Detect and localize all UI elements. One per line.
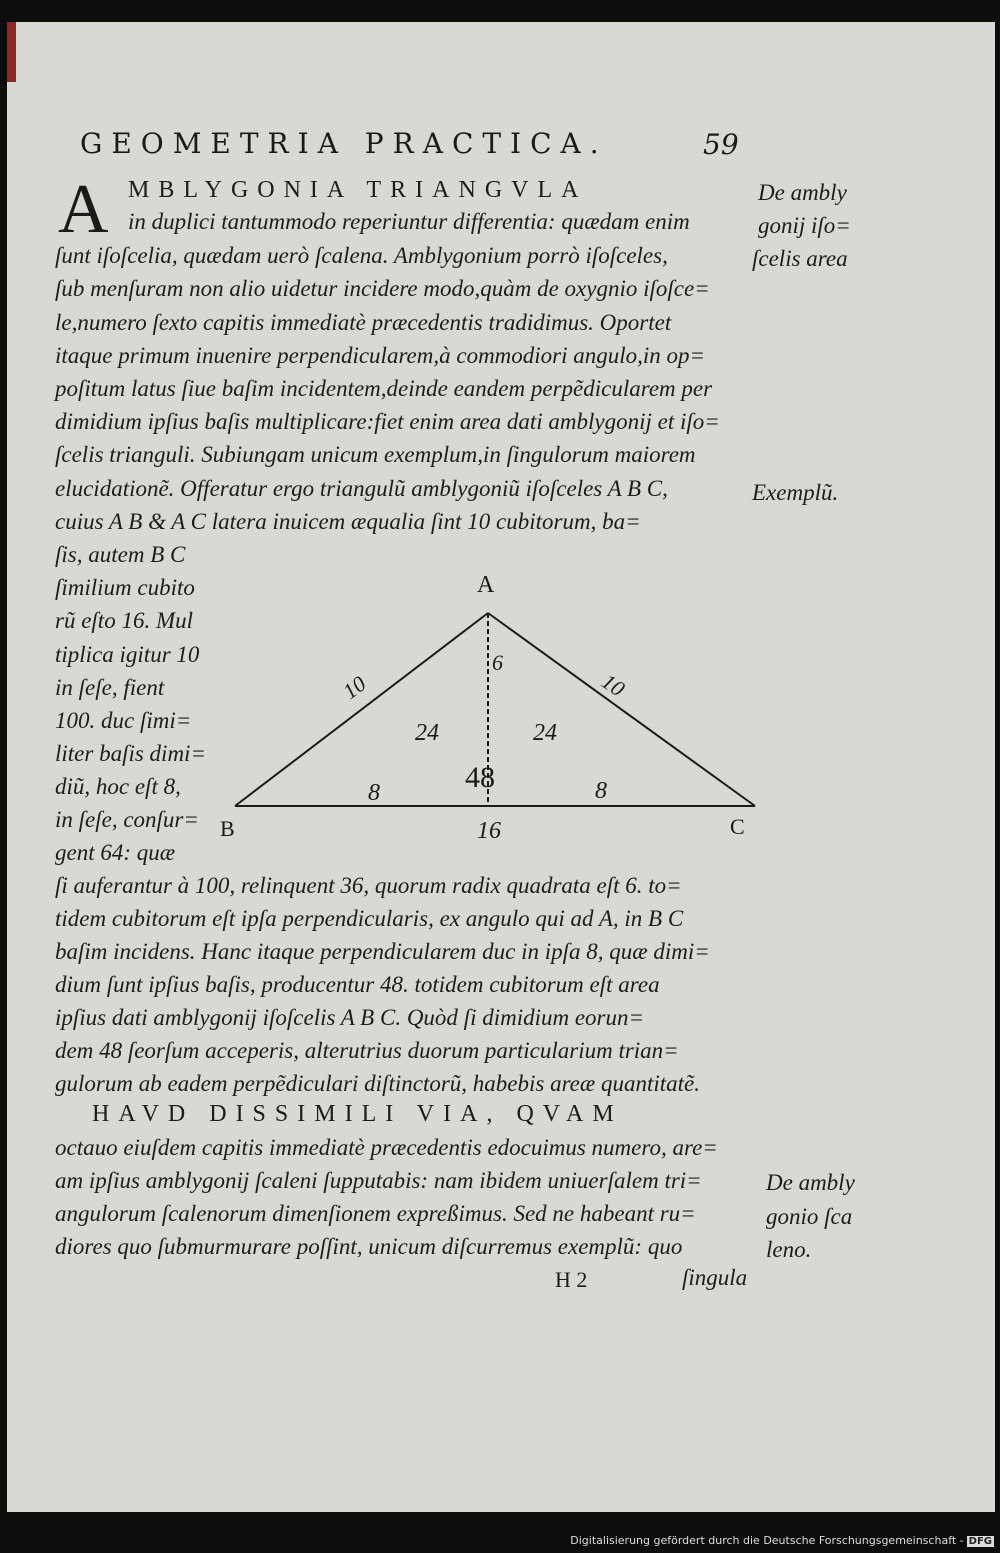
- credit-text: Digitalisierung gefördert durch die Deutsche Forschungsgemeinschaft -: [570, 1534, 964, 1547]
- triangle-diagram: [215, 560, 775, 850]
- text-line: cuius A B & A C latera inuicem æqualia ſint 10 cubitorum, ba=: [55, 509, 641, 534]
- text-line: ipſius dati amblygonij iſoſcelis A B C. Quòd ſi dimidium eorun=: [55, 1005, 645, 1030]
- margin-note: De ambly: [766, 1170, 855, 1195]
- digitization-credit: [570, 1534, 994, 1547]
- text-line: in ſeſe, conſur=: [55, 807, 199, 832]
- margin-note: De ambly: [758, 180, 847, 205]
- side-ab-line: [235, 613, 488, 806]
- text-line: diũ, hoc eſt 8,: [55, 774, 181, 799]
- text-line: angulorum ſcalenorum dimenſionem expreßimus. Sed ne habeant ru=: [55, 1201, 696, 1226]
- signature-mark: H 2: [555, 1267, 588, 1292]
- text-line: am ipſius amblygonij ſcaleni ſupputabis: nam ibidem uniuerſalem tri=: [55, 1168, 702, 1193]
- area-left-label: 24: [415, 720, 439, 746]
- text-line: ſcelis trianguli. Subiungam unicum exemplum,in ſingulorum maiorem: [55, 442, 696, 467]
- text-line: in duplici tantummodo reperiuntur differentia: quædam enim: [128, 209, 690, 234]
- margin-note: gonio ſca: [766, 1204, 853, 1229]
- dfg-logo: DFG: [968, 1536, 992, 1547]
- text-line: liter baſis dimi=: [55, 741, 206, 766]
- half-base-left-label: 8: [368, 780, 380, 806]
- text-line: gulorum ab eadem perpẽdiculari diſtinctorũ, habebis areæ quantitatẽ.: [55, 1071, 700, 1096]
- page-edge: [7, 22, 16, 82]
- text-line: ſimilium cubito: [55, 575, 195, 600]
- area-total-label: 48: [465, 761, 495, 794]
- text-line: rũ eſto 16. Mul: [55, 608, 193, 633]
- area-right-label: 24: [533, 720, 557, 746]
- text-line: le,numero ſexto capitis immediatè præcedentis tradidimus. Oportet: [55, 310, 672, 335]
- text-line: 100. duc ſimi=: [55, 708, 192, 733]
- text-line: octauo eiuſdem capitis immediatè præcedentis edocuimus numero, are=: [55, 1135, 718, 1160]
- vertex-label-b: B: [220, 816, 235, 841]
- side-ac-line: [488, 613, 755, 806]
- text-line: HAVD DISSIMILI VIA, QVAM: [92, 1101, 623, 1127]
- text-line: diores quo ſubmurmurare poſſint, unicum diſcurremus exemplũ: quo: [55, 1234, 683, 1259]
- vertex-label-c: C: [730, 814, 745, 839]
- catchword: ſingula: [682, 1265, 748, 1290]
- text-line: dimidium ipſius baſis multiplicare:fiet enim area dati amblygonij et iſo=: [55, 409, 720, 434]
- text-line: in ſeſe, fient: [55, 675, 165, 700]
- margin-note: Exemplũ.: [752, 480, 839, 505]
- text-line: tidem cubitorum eſt ipſa perpendicularis, ex angulo qui ad A, in B C: [55, 906, 684, 931]
- text-line: poſitum latus ſiue baſim incidentem,deinde eandem perpẽdicularem per: [55, 376, 713, 401]
- text-line: ſub menſuram non alio uidetur incidere modo,quàm de oxygnio iſoſce=: [55, 276, 710, 301]
- drop-cap: A: [58, 171, 109, 248]
- text-line: MBLYGONIA TRIANGVLA: [128, 177, 588, 203]
- base-length-label: 16: [477, 818, 501, 844]
- side-ac-label: 10: [597, 668, 630, 702]
- text-line: tiplica igitur 10: [55, 642, 200, 667]
- height-label: 6: [492, 650, 503, 675]
- running-head: GEOMETRIA PRACTICA.: [80, 127, 608, 160]
- text-line: gent 64: quæ: [55, 840, 176, 865]
- margin-note: gonij iſo=: [758, 213, 851, 238]
- text-line: baſim incidens. Hanc itaque perpendicularem duc in ipſa 8, quæ dimi=: [55, 939, 710, 964]
- text-line: dem 48 ſeorſum acceperis, alterutrius duorum particularium trian=: [55, 1038, 679, 1063]
- page-number: 59: [703, 128, 739, 161]
- text-line: itaque primum inuenire perpendicularem,à commodiori angulo,in op=: [55, 343, 706, 368]
- text-line: elucidationẽ. Offeratur ergo triangulũ amblygoniũ iſoſceles A B C,: [55, 476, 668, 501]
- vertex-label-a: A: [477, 572, 495, 598]
- text-line: ſunt iſoſcelia, quædam uerò ſcalena. Amblygonium porrò iſoſceles,: [55, 243, 668, 268]
- margin-note: ſcelis area: [752, 246, 848, 271]
- text-line: dium ſunt ipſius baſis, producentur 48. totidem cubitorum eſt area: [55, 972, 660, 997]
- side-ab-label: 10: [337, 670, 371, 704]
- text-line: ſi auferantur à 100, relinquent 36, quorum radix quadrata eſt 6. to=: [55, 873, 682, 898]
- half-base-right-label: 8: [595, 778, 607, 804]
- text-line: ſis, autem B C: [55, 542, 186, 567]
- margin-note: leno.: [766, 1237, 812, 1262]
